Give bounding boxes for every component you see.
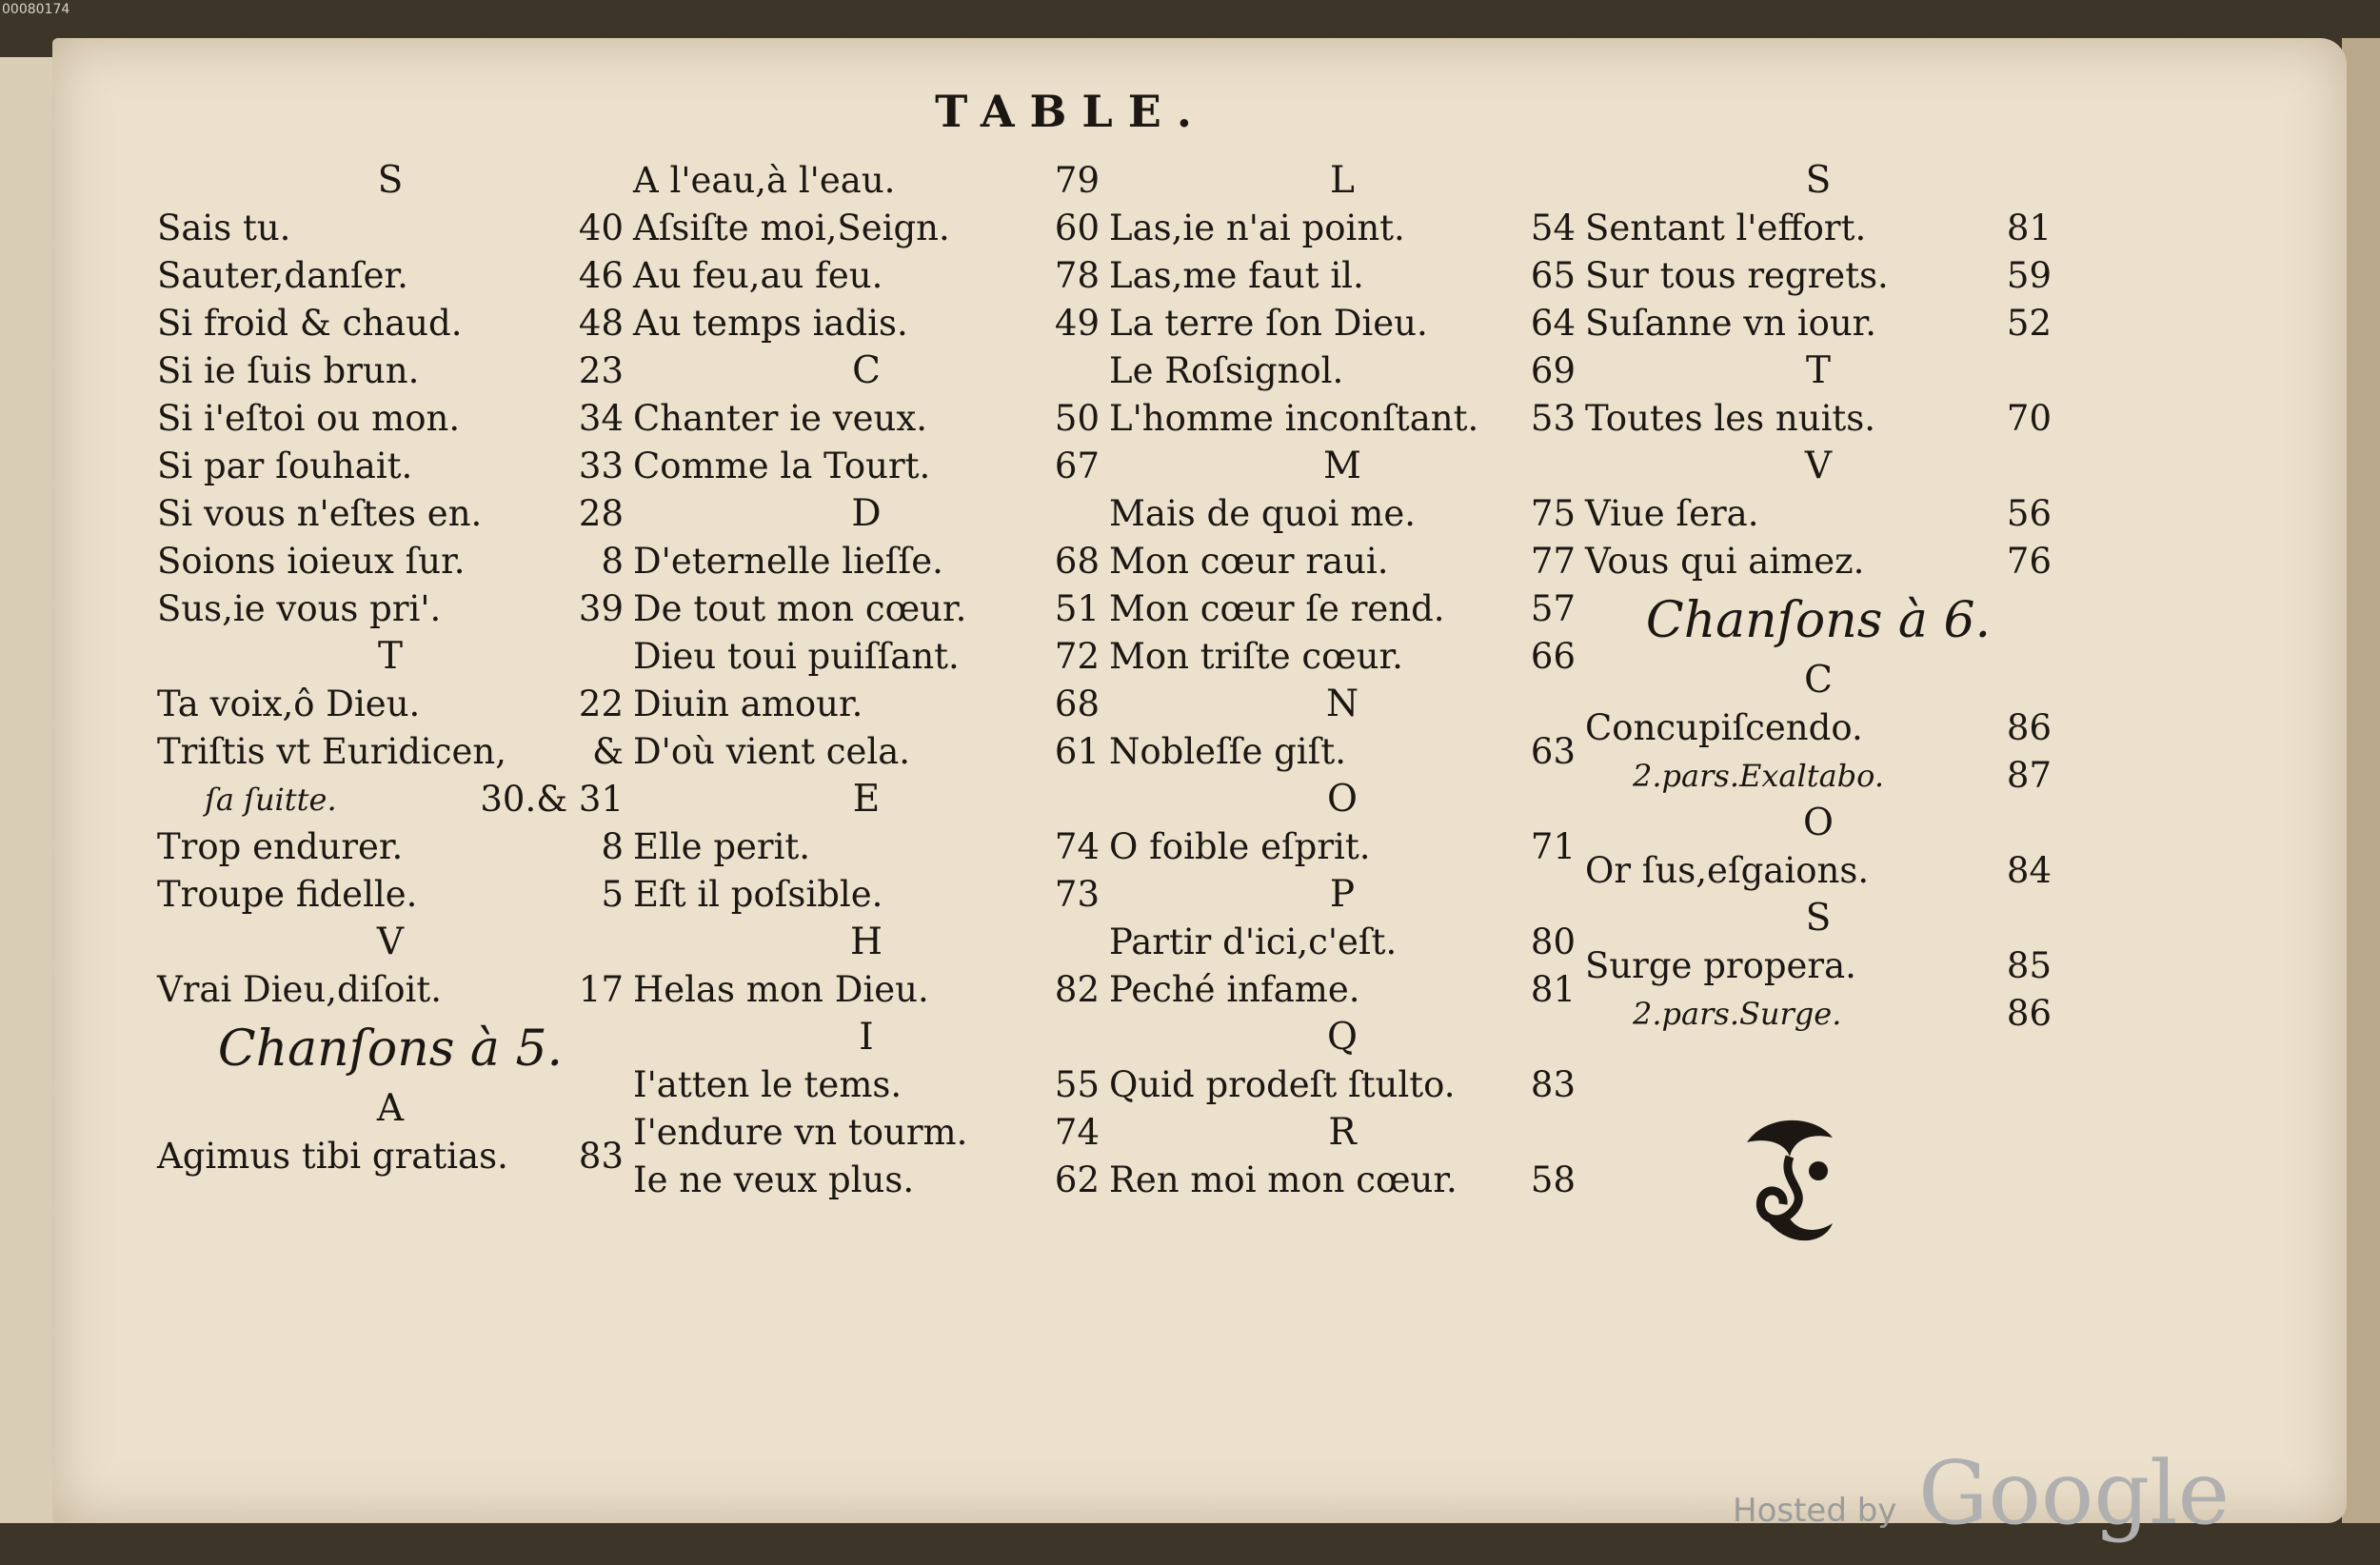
entry-page-number: 69	[1530, 350, 1576, 391]
entry-title: Helas mon Dieu.	[633, 969, 929, 1010]
index-entry	[1109, 300, 1576, 347]
entry-page-number: 67	[1054, 446, 1100, 486]
entry-page-number: 23	[578, 350, 624, 391]
entry-title: L'homme inconſtant.	[1109, 398, 1479, 439]
entry-title: I'atten le tems.	[633, 1064, 902, 1105]
letter-heading: A	[376, 1087, 405, 1130]
entry-title: Si vous n'eſtes en.	[157, 493, 483, 534]
index-column-2	[633, 157, 1100, 1204]
index-entry	[157, 443, 624, 490]
entry-page-number: 33	[578, 446, 624, 486]
index-entry	[633, 823, 1100, 871]
index-entry	[1109, 205, 1576, 252]
index-entry	[1109, 633, 1576, 681]
hosted-by-label: Hosted by	[1733, 1492, 1897, 1530]
index-entry	[157, 776, 624, 823]
entry-title: Triſtis vt Euridicen,	[157, 731, 506, 772]
index-entry	[633, 538, 1100, 585]
entry-title: Ie ne veux plus.	[633, 1159, 915, 1200]
letter-heading: Q	[1327, 1016, 1358, 1059]
index-column-3	[1109, 157, 1576, 1204]
entry-title: Le Roſsignol.	[1109, 350, 1344, 391]
scan-id: 00080174	[2, 2, 70, 17]
entry-title: Diuin amour.	[633, 683, 863, 724]
index-entry	[1585, 300, 2052, 347]
entry-page-number: 60	[1054, 208, 1100, 248]
entry-title: Quid prodeſt ſtulto.	[1109, 1064, 1456, 1105]
index-entry	[1585, 990, 2052, 1038]
letter-heading: V	[1804, 445, 1833, 487]
entry-page-number: 54	[1530, 208, 1576, 248]
index-entry	[157, 1133, 624, 1180]
letter-heading: V	[376, 921, 405, 963]
index-entry	[1585, 490, 2052, 538]
index-entry	[1109, 347, 1576, 395]
index-entry	[157, 823, 624, 871]
section-heading: Chanſons à 6.	[1645, 592, 1992, 649]
index-entry	[157, 538, 624, 585]
entry-page-number: 63	[1530, 731, 1576, 772]
entry-title: O foible eſprit.	[1109, 826, 1371, 867]
entry-page-number: 66	[1530, 636, 1576, 677]
entry-page-number: 58	[1530, 1159, 1576, 1200]
entry-title: Si par ſouhait.	[157, 446, 413, 486]
entry-page-number: 73	[1054, 874, 1100, 915]
hosted-by-brand: Google	[1918, 1442, 2231, 1544]
entry-page-number: 53	[1530, 398, 1576, 439]
entry-title: Sais tu.	[157, 208, 291, 248]
entry-page-number: 22	[578, 683, 624, 724]
entry-page-number: 80	[1530, 921, 1576, 962]
entry-title: A l'eau,à l'eau.	[633, 160, 896, 201]
index-entry	[157, 300, 624, 347]
letter-heading: H	[849, 921, 883, 963]
entry-title: Ren moi mon cœur.	[1109, 1159, 1458, 1200]
entry-page-number: 82	[1054, 969, 1100, 1010]
index-entry	[633, 252, 1100, 300]
index-entry	[633, 728, 1100, 776]
index-entry	[1585, 395, 2052, 443]
entry-page-number: 5	[601, 874, 624, 915]
fleuron-ornament	[1728, 1114, 1852, 1257]
entry-page-number: 75	[1530, 493, 1576, 534]
entry-title: Suſanne vn iour.	[1585, 303, 1877, 344]
index-entry	[633, 871, 1100, 919]
entry-page-number: 34	[578, 398, 624, 439]
entry-page-number: 83	[578, 1136, 624, 1177]
entry-page-number: 72	[1054, 636, 1100, 677]
entry-page-number: 57	[1530, 588, 1576, 629]
entry-page-number: 84	[2006, 850, 2052, 891]
index-column-1	[157, 157, 624, 1180]
entry-page-number: 78	[1054, 255, 1100, 296]
index-entry	[1109, 728, 1576, 776]
index-entry	[1585, 942, 2052, 990]
index-entry	[1585, 205, 2052, 252]
letter-heading: O	[1327, 778, 1358, 821]
index-entry	[633, 1157, 1100, 1204]
index-entry	[1109, 1157, 1576, 1204]
letter-heading: S	[1805, 897, 1832, 940]
index-entry	[633, 205, 1100, 252]
entry-title: Chanter ie veux.	[633, 398, 927, 439]
page-title: TABLE.	[935, 86, 1207, 137]
letter-heading: T	[1805, 349, 1831, 392]
index-entry	[157, 347, 624, 395]
entry-title: Sus,ie vous pri'.	[157, 588, 442, 629]
entry-title: Au feu,au feu.	[633, 255, 883, 296]
entry-page-number: 62	[1054, 1159, 1100, 1200]
entry-title: 2.pars.Exaltabo.	[1633, 758, 1884, 794]
letter-heading: T	[377, 635, 403, 678]
index-entry	[1109, 395, 1576, 443]
entry-page-number: 40	[578, 208, 624, 248]
entry-title: D'où vient cela.	[633, 731, 911, 772]
entry-title: 2.pars.Surge.	[1633, 996, 1842, 1032]
entry-page-number: 85	[2006, 945, 2052, 986]
entry-page-number: 39	[578, 588, 624, 629]
letter-heading: P	[1329, 873, 1356, 916]
entry-page-number: 74	[1054, 1112, 1100, 1153]
entry-page-number: 76	[2006, 541, 2052, 582]
entry-page-number: 77	[1530, 541, 1576, 582]
index-column-4	[1585, 157, 2052, 1038]
entry-title: Sur tous regrets.	[1585, 255, 1889, 296]
entry-title: Comme la Tourt.	[633, 446, 931, 486]
letter-heading: L	[1330, 159, 1355, 202]
entry-page-number: 49	[1054, 303, 1100, 344]
entry-title: D'eternelle lieſſe.	[633, 541, 943, 582]
index-entry	[1109, 966, 1576, 1014]
page-edge-right	[2342, 38, 2380, 1523]
index-entry	[1109, 490, 1576, 538]
index-entry	[633, 633, 1100, 681]
entry-page-number: 74	[1054, 826, 1100, 867]
entry-title: Partir d'ici,c'eſt.	[1109, 921, 1398, 962]
entry-title: Elle perit.	[633, 826, 811, 867]
entry-title: I'endure vn tourm.	[633, 1112, 968, 1153]
entry-page-number: 81	[1530, 969, 1576, 1010]
entry-page-number: 59	[2006, 255, 2052, 296]
index-entry	[633, 966, 1100, 1014]
entry-page-number: 79	[1054, 160, 1100, 201]
entry-title: ſa ſuitte.	[205, 782, 337, 818]
index-entry	[1585, 704, 2052, 752]
entry-title: De tout mon cœur.	[633, 588, 967, 629]
entry-title: Agimus tibi gratias.	[157, 1136, 508, 1177]
index-entry	[157, 681, 624, 728]
letter-heading: O	[1803, 802, 1834, 844]
index-entry	[1109, 538, 1576, 585]
entry-page-number: 81	[2006, 208, 2052, 248]
entry-title: Nobleſſe giſt.	[1109, 731, 1346, 772]
entry-title: Dieu toui puiſſant.	[633, 636, 960, 677]
entry-title: Mon cœur raui.	[1109, 541, 1389, 582]
entry-title: Si ie ſuis brun.	[157, 350, 420, 391]
letter-heading: M	[1323, 445, 1361, 487]
entry-page-number: 17	[578, 969, 624, 1010]
letter-heading: E	[852, 778, 881, 821]
letter-heading: S	[377, 159, 404, 202]
index-entry	[633, 585, 1100, 633]
section-heading: Chanſons à 5.	[217, 1020, 564, 1078]
entry-title: Concupiſcendo.	[1585, 707, 1863, 748]
entry-page-number: 86	[2006, 707, 2052, 748]
index-entry	[1109, 252, 1576, 300]
entry-page-number: 50	[1054, 398, 1100, 439]
index-entry	[633, 395, 1100, 443]
entry-title: Mon cœur ſe rend.	[1109, 588, 1445, 629]
entry-page-number: 56	[2006, 493, 2052, 534]
entry-page-number: 68	[1054, 683, 1100, 724]
index-entry	[1585, 252, 2052, 300]
index-entry	[157, 966, 624, 1014]
index-entry	[157, 585, 624, 633]
letter-heading: D	[851, 492, 882, 535]
entry-page-number: 52	[2006, 303, 2052, 344]
entry-page-number: 68	[1054, 541, 1100, 582]
entry-page-number: 55	[1054, 1064, 1100, 1105]
index-entry	[1109, 1061, 1576, 1109]
entry-title: Trop endurer.	[157, 826, 404, 867]
index-entry	[1585, 847, 2052, 895]
entry-title: Ta voix,ô Dieu.	[157, 683, 421, 724]
entry-title: Vous qui aimez.	[1585, 541, 1865, 582]
letter-heading: R	[1328, 1111, 1357, 1154]
entry-page-number: 61	[1054, 731, 1100, 772]
index-entry	[633, 681, 1100, 728]
entry-title: Toutes les nuits.	[1585, 398, 1876, 439]
entry-page-number: 87	[2006, 755, 2052, 796]
entry-page-number: 83	[1530, 1064, 1576, 1105]
entry-title: Troupe fidelle.	[157, 874, 418, 915]
letter-heading: S	[1805, 159, 1832, 202]
index-entry	[157, 252, 624, 300]
entry-page-number: 46	[578, 255, 624, 296]
index-entry	[633, 157, 1100, 205]
entry-page-number: 8	[601, 826, 624, 867]
entry-title: Vrai Dieu,diſoit.	[157, 969, 442, 1010]
entry-page-number: 70	[2006, 398, 2052, 439]
index-entry	[157, 728, 624, 776]
entry-title: La terre ſon Dieu.	[1109, 303, 1428, 344]
entry-title: Eſt il poſsible.	[633, 874, 883, 915]
index-entry	[157, 395, 624, 443]
entry-page-number: 86	[2006, 993, 2052, 1034]
index-entry	[633, 300, 1100, 347]
entry-title: Viue ſera.	[1585, 493, 1759, 534]
index-entry	[157, 490, 624, 538]
entry-page-number: 51	[1054, 588, 1100, 629]
entry-page-number: 48	[578, 303, 624, 344]
entry-title: Sentant l'effort.	[1585, 208, 1867, 248]
index-entry	[633, 443, 1100, 490]
entry-page-number: 65	[1530, 255, 1576, 296]
letter-heading: C	[852, 349, 881, 392]
index-entry	[633, 1109, 1100, 1157]
entry-page-number: 8	[601, 541, 624, 582]
entry-page-number: 71	[1530, 826, 1576, 867]
entry-title: Sauter,danſer.	[157, 255, 408, 296]
entry-title: Las,ie n'ai point.	[1109, 208, 1405, 248]
entry-page-number: &	[592, 731, 624, 772]
letter-heading: I	[859, 1016, 874, 1059]
entry-page-number: 30.& 31	[480, 779, 624, 820]
page-edge-left	[0, 57, 59, 1523]
entry-title: Au temps iadis.	[633, 303, 908, 344]
index-entry	[157, 205, 624, 252]
letter-heading: C	[1804, 659, 1833, 702]
index-entry	[1109, 919, 1576, 966]
letter-heading: N	[1325, 683, 1359, 725]
entry-title: Mais de quoi me.	[1109, 493, 1416, 534]
index-entry	[157, 871, 624, 919]
entry-page-number: 28	[578, 493, 624, 534]
entry-title: Si i'eſtoi ou mon.	[157, 398, 461, 439]
entry-title: Aſsiſte moi,Seign.	[633, 208, 950, 248]
index-entry	[633, 1061, 1100, 1109]
index-entry	[1109, 585, 1576, 633]
entry-title: Soions ioieux ſur.	[157, 541, 466, 582]
entry-title: Si froid & chaud.	[157, 303, 463, 344]
entry-title: Peché infame.	[1109, 969, 1360, 1010]
entry-title: Surge propera.	[1585, 945, 1856, 986]
index-entry	[1585, 538, 2052, 585]
entry-page-number: 64	[1530, 303, 1576, 344]
entry-title: Or ſus,eſgaions.	[1585, 850, 1870, 891]
index-entry	[1109, 823, 1576, 871]
index-entry	[1585, 752, 2052, 800]
entry-title: Mon triſte cœur.	[1109, 636, 1403, 677]
entry-title: Las,me faut il.	[1109, 255, 1364, 296]
